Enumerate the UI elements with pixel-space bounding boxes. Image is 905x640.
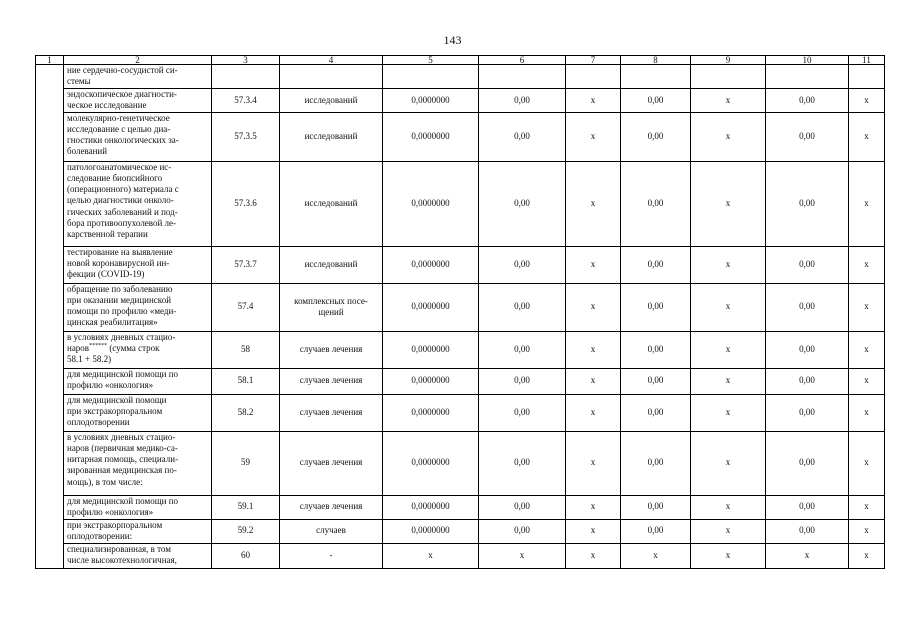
unit-cell: случаев лечения bbox=[280, 495, 383, 519]
col5-cell: 0,0000000 bbox=[383, 368, 479, 394]
col11-cell: x bbox=[849, 495, 885, 519]
col5-cell: 0,0000000 bbox=[383, 394, 479, 431]
unit-cell: исследований bbox=[280, 112, 383, 161]
indicator-name-cell bbox=[64, 519, 212, 543]
col9-cell: x bbox=[691, 246, 766, 283]
col9-cell: x bbox=[691, 431, 766, 495]
col10-cell: 0,00 bbox=[766, 431, 849, 495]
indicator-name-cell bbox=[64, 543, 212, 568]
unit-cell: - bbox=[280, 543, 383, 568]
unit-cell: комплексных посе- щений bbox=[280, 283, 383, 331]
col6-cell: 0,00 bbox=[479, 519, 566, 543]
indicator-name-line: при экстракорпоральном bbox=[67, 519, 163, 530]
indicator-name-cell bbox=[64, 431, 212, 495]
indicator-name-line: новой коронавирусной ин- bbox=[67, 257, 170, 268]
table-row bbox=[36, 246, 885, 283]
indicator-name-line: фекции (COVID-19) bbox=[67, 269, 145, 280]
col9-cell bbox=[691, 65, 766, 89]
col11-cell: x bbox=[849, 89, 885, 113]
row-code-cell: 58.2 bbox=[212, 394, 280, 431]
col9-cell: x bbox=[691, 543, 766, 568]
row-code-cell: 59.2 bbox=[212, 519, 280, 543]
col10-cell: 0,00 bbox=[766, 283, 849, 331]
indicator-name-cell bbox=[64, 283, 212, 331]
col11-cell: x bbox=[849, 112, 885, 161]
col8-cell: 0,00 bbox=[621, 112, 691, 161]
col8-cell: 0,00 bbox=[621, 331, 691, 368]
table-row bbox=[36, 431, 885, 495]
column-header: 11 bbox=[849, 56, 885, 65]
col8-cell: 0,00 bbox=[621, 394, 691, 431]
col10-cell: 0,00 bbox=[766, 331, 849, 368]
indicator-name-cell bbox=[64, 495, 212, 519]
col11-cell: x bbox=[849, 394, 885, 431]
col8-cell bbox=[621, 65, 691, 89]
table-row bbox=[36, 331, 885, 368]
indicator-name-line: стемы bbox=[67, 76, 91, 87]
col5-cell: 0,0000000 bbox=[383, 519, 479, 543]
col6-cell: 0,00 bbox=[479, 331, 566, 368]
column-header: 2 bbox=[64, 56, 212, 65]
col11-cell bbox=[849, 65, 885, 89]
data-table bbox=[35, 55, 885, 569]
col10-cell: 0,00 bbox=[766, 89, 849, 113]
col7-cell: x bbox=[566, 368, 621, 394]
unit-cell: исследований bbox=[280, 246, 383, 283]
table-row bbox=[36, 112, 885, 161]
table-row bbox=[36, 543, 885, 568]
col6-cell: 0,00 bbox=[479, 431, 566, 495]
col7-cell: x bbox=[566, 495, 621, 519]
indicator-name-cell bbox=[64, 112, 212, 161]
indicator-name-line: эндоскопическое диагности- bbox=[67, 89, 177, 99]
col5-cell: 0,0000000 bbox=[383, 161, 479, 246]
table-row bbox=[36, 519, 885, 543]
indicator-name-line: помощи по профилю «меди- bbox=[67, 306, 177, 317]
column-header: 6 bbox=[479, 56, 566, 65]
table-row bbox=[36, 394, 885, 431]
col5-cell: x bbox=[383, 543, 479, 568]
col11-cell: x bbox=[849, 368, 885, 394]
row-code-cell: 57.4 bbox=[212, 283, 280, 331]
indicator-name-line: нитарная помощь, специали- bbox=[67, 454, 179, 465]
col10-cell: 0,00 bbox=[766, 519, 849, 543]
col10-cell: 0,00 bbox=[766, 368, 849, 394]
col9-cell: x bbox=[691, 161, 766, 246]
unit-cell: случаев лечения bbox=[280, 368, 383, 394]
col9-cell: x bbox=[691, 283, 766, 331]
col6-cell: 0,00 bbox=[479, 495, 566, 519]
page-number: 143 bbox=[443, 33, 462, 47]
row-code-cell: 59.1 bbox=[212, 495, 280, 519]
col9-cell: x bbox=[691, 394, 766, 431]
unit-cell: случаев лечения bbox=[280, 394, 383, 431]
row-code-cell: 57.3.4 bbox=[212, 89, 280, 113]
col11-cell: x bbox=[849, 283, 885, 331]
indicator-name-line: 58.1 + 58.2) bbox=[67, 354, 112, 365]
indicator-name-line: в условиях дневных стацио- bbox=[67, 331, 176, 342]
indicator-name-line: для медицинской помощи по bbox=[67, 368, 179, 379]
col9-cell: x bbox=[691, 112, 766, 161]
col8-cell: 0,00 bbox=[621, 519, 691, 543]
indicator-name-line: обращение по заболеванию bbox=[67, 283, 173, 294]
col6-cell: x bbox=[479, 543, 566, 568]
col8-cell: 0,00 bbox=[621, 161, 691, 246]
column-header: 9 bbox=[691, 56, 766, 65]
col7-cell bbox=[566, 65, 621, 89]
col10-cell: x bbox=[766, 543, 849, 568]
col7-cell: x bbox=[566, 246, 621, 283]
col7-cell: x bbox=[566, 543, 621, 568]
col11-cell: x bbox=[849, 543, 885, 568]
indicator-name-line: в условиях дневных стацио- bbox=[67, 431, 176, 442]
col7-cell: x bbox=[566, 89, 621, 113]
unit-cell: случаев лечения bbox=[280, 431, 383, 495]
indicator-name-cell bbox=[64, 368, 212, 394]
row-code-cell: 57.3.7 bbox=[212, 246, 280, 283]
unit-cell: исследований bbox=[280, 161, 383, 246]
row-code-cell: 58.1 bbox=[212, 368, 280, 394]
col9-cell: x bbox=[691, 89, 766, 113]
col8-cell: x bbox=[621, 543, 691, 568]
indicator-name-line: наров****** (сумма строк bbox=[67, 342, 160, 353]
col6-cell: 0,00 bbox=[479, 368, 566, 394]
indicator-name-line: наров (первичная медико-са- bbox=[67, 442, 178, 453]
col10-cell: 0,00 bbox=[766, 161, 849, 246]
indicator-name-line: следование биопсийного bbox=[67, 172, 163, 183]
footnote-marker: ****** bbox=[89, 342, 108, 349]
unit-cell: случаев лечения bbox=[280, 331, 383, 368]
column-header: 3 bbox=[212, 56, 280, 65]
col11-cell: x bbox=[849, 331, 885, 368]
row-code-cell bbox=[212, 65, 280, 89]
col5-cell bbox=[383, 65, 479, 89]
indicator-name-line: (операционного) материала с bbox=[67, 184, 179, 195]
col9-cell: x bbox=[691, 331, 766, 368]
indicator-name-line: бора противоопухолевой ле- bbox=[67, 218, 177, 229]
col9-cell: x bbox=[691, 368, 766, 394]
indicator-name-cell bbox=[64, 331, 212, 368]
col8-cell: 0,00 bbox=[621, 495, 691, 519]
table-row bbox=[36, 161, 885, 246]
row-group-cell bbox=[36, 65, 64, 569]
col7-cell: x bbox=[566, 161, 621, 246]
col7-cell: x bbox=[566, 431, 621, 495]
indicator-name-line: числе высокотехнологичная, bbox=[67, 554, 177, 565]
col11-cell: x bbox=[849, 519, 885, 543]
indicator-name-line: исследование с целью диа- bbox=[67, 123, 171, 134]
table-row bbox=[36, 368, 885, 394]
col6-cell: 0,00 bbox=[479, 89, 566, 113]
col6-cell: 0,00 bbox=[479, 394, 566, 431]
column-header: 10 bbox=[766, 56, 849, 65]
indicator-name-cell bbox=[64, 394, 212, 431]
indicator-name-line: при оказании медицинской bbox=[67, 294, 172, 305]
table-row bbox=[36, 283, 885, 331]
col9-cell: x bbox=[691, 519, 766, 543]
col5-cell: 0,0000000 bbox=[383, 112, 479, 161]
col6-cell: 0,00 bbox=[479, 246, 566, 283]
column-header-row bbox=[36, 56, 885, 65]
col5-cell: 0,0000000 bbox=[383, 283, 479, 331]
col7-cell: x bbox=[566, 112, 621, 161]
col8-cell: 0,00 bbox=[621, 89, 691, 113]
col6-cell bbox=[479, 65, 566, 89]
table-row bbox=[36, 65, 885, 89]
table-row bbox=[36, 89, 885, 113]
column-header: 5 bbox=[383, 56, 479, 65]
indicator-name-line: гностики онкологических за- bbox=[67, 135, 179, 146]
col9-cell: x bbox=[691, 495, 766, 519]
row-code-cell: 60 bbox=[212, 543, 280, 568]
col6-cell: 0,00 bbox=[479, 283, 566, 331]
col5-cell: 0,0000000 bbox=[383, 246, 479, 283]
col8-cell: 0,00 bbox=[621, 368, 691, 394]
indicator-name-line: оплодотворении bbox=[67, 417, 130, 428]
indicator-name-line: мощь), в том числе: bbox=[67, 476, 143, 487]
col11-cell: x bbox=[849, 246, 885, 283]
column-header: 1 bbox=[36, 56, 64, 65]
indicator-name-line: ние сердечно-сосудистой си- bbox=[67, 65, 178, 75]
indicator-name-line: гических заболеваний и под- bbox=[67, 206, 178, 217]
row-code-cell: 59 bbox=[212, 431, 280, 495]
col7-cell: x bbox=[566, 283, 621, 331]
indicator-name-line: профилю «онкология» bbox=[67, 506, 154, 517]
indicator-name-line: молекулярно-генетическое bbox=[67, 112, 170, 123]
col8-cell: 0,00 bbox=[621, 431, 691, 495]
col10-cell: 0,00 bbox=[766, 246, 849, 283]
indicator-name-line: целью диагностики онколо- bbox=[67, 195, 174, 206]
indicator-name-line: болеваний bbox=[67, 146, 108, 157]
indicator-name-cell bbox=[64, 89, 212, 113]
indicator-name-line: тестирование на выявление bbox=[67, 246, 173, 257]
unit-cell: исследований bbox=[280, 89, 383, 113]
col8-cell: 0,00 bbox=[621, 246, 691, 283]
indicator-name-line: профилю «онкология» bbox=[67, 379, 154, 390]
col7-cell: x bbox=[566, 394, 621, 431]
col6-cell: 0,00 bbox=[479, 161, 566, 246]
col5-cell: 0,0000000 bbox=[383, 331, 479, 368]
col10-cell: 0,00 bbox=[766, 394, 849, 431]
unit-cell: случаев bbox=[280, 519, 383, 543]
col10-cell bbox=[766, 65, 849, 89]
unit-cell bbox=[280, 65, 383, 89]
indicator-name-line: карственной терапии bbox=[67, 229, 148, 240]
indicator-name-line: патологоанатомическое ис- bbox=[67, 161, 172, 172]
col7-cell: x bbox=[566, 519, 621, 543]
col6-cell: 0,00 bbox=[479, 112, 566, 161]
column-header: 8 bbox=[621, 56, 691, 65]
col10-cell: 0,00 bbox=[766, 112, 849, 161]
table-row bbox=[36, 495, 885, 519]
indicator-name-line: специализированная, в том bbox=[67, 543, 171, 554]
row-code-cell: 57.3.6 bbox=[212, 161, 280, 246]
indicator-name-line: для медицинской помощи bbox=[67, 394, 167, 405]
col5-cell: 0,0000000 bbox=[383, 495, 479, 519]
indicator-name-cell bbox=[64, 246, 212, 283]
indicator-name-line: для медицинской помощи по bbox=[67, 495, 179, 506]
col5-cell: 0,0000000 bbox=[383, 431, 479, 495]
row-code-cell: 58 bbox=[212, 331, 280, 368]
column-header: 4 bbox=[280, 56, 383, 65]
column-header: 7 bbox=[566, 56, 621, 65]
indicator-name-line: оплодотворении: bbox=[67, 530, 133, 541]
col11-cell: x bbox=[849, 161, 885, 246]
indicator-name-line: зированная медицинская по- bbox=[67, 465, 177, 476]
row-code-cell: 57.3.5 bbox=[212, 112, 280, 161]
indicator-name-line: ческое исследование bbox=[67, 100, 147, 111]
col5-cell: 0,0000000 bbox=[383, 89, 479, 113]
col7-cell: x bbox=[566, 331, 621, 368]
indicator-name-line: при экстракорпоральном bbox=[67, 405, 163, 416]
indicator-name-cell bbox=[64, 65, 212, 89]
col11-cell: x bbox=[849, 431, 885, 495]
col8-cell: 0,00 bbox=[621, 283, 691, 331]
indicator-name-cell bbox=[64, 161, 212, 246]
indicator-name-line: цинская реабилитация» bbox=[67, 317, 158, 328]
col10-cell: 0,00 bbox=[766, 495, 849, 519]
